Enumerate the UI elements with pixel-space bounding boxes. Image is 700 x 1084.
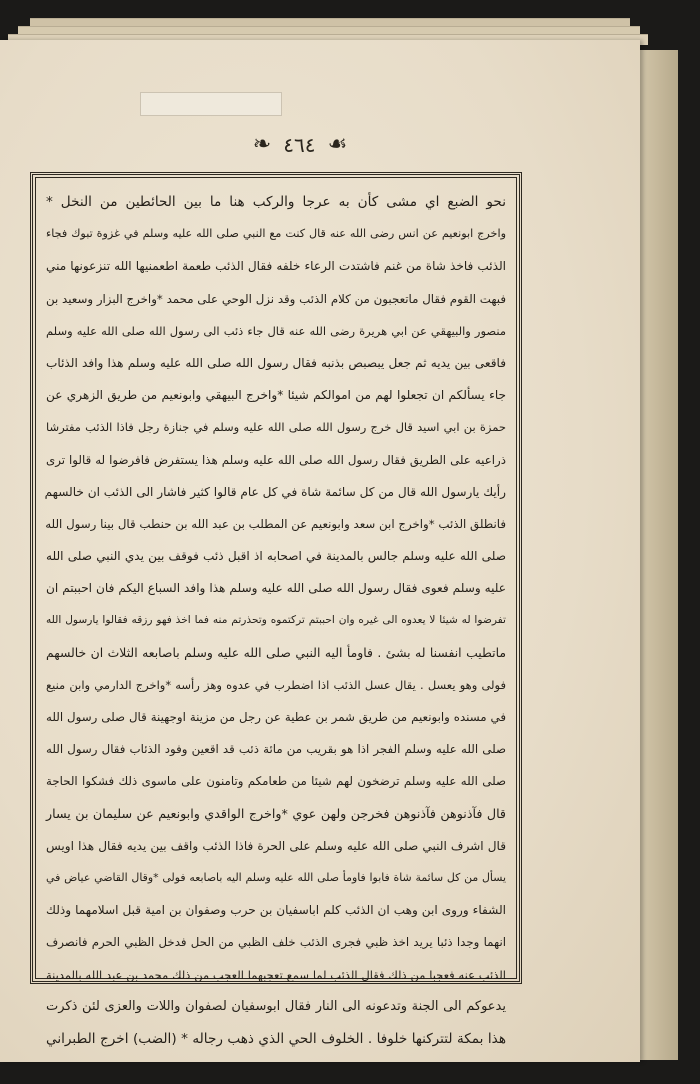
text-line: الذئب عنه فعجبا من ذلك فقال الذئب لما سمع تعجبهما العجب من ذلك محمد بن عبد الله بالمدينة	[46, 967, 506, 982]
ornament-right-icon: ☙	[327, 132, 348, 157]
text-line: رأيك يارسول الله قال من كل سائمة شاة في كل عام قالوا كثير فاشار الى الذئب ان خالسهم	[44, 484, 506, 499]
text-line: صلى الله عليه وسلم جالس بالمدينة في اصحابه اذ اقبل ذئب فوقف بين يدي النبي صلى الله	[46, 549, 506, 564]
text-line: منصور والبيهقي عن ابي هريرة رضى الله عنه قال جاء ذئب الى رسول الله صلى الله عليه وسلم	[46, 323, 506, 338]
text-line: فبهت القوم فقال ماتعجبون من كلام الذئب وقد نزل الوحي على محمد *واخرج البزار وسعيد بن	[46, 291, 506, 306]
text-line: نحو الضبع اي مشى كأن به عرجا والركب هنا ما بين الحائطين من النخل *	[46, 194, 506, 210]
text-line: فانطلق الذئب *واخرج ابن سعد وابونعيم عن المطلب بن عبد الله بن حنطب قال بينا رسول الله	[45, 516, 506, 531]
text-line: فاقعى بين يديه ثم جعل يبصبص بذنبه فقال رسول الله صلى الله عليه وسلم هذا وافد الذئاب	[46, 355, 506, 370]
text-line: قال فآذنوهن فآذنوهن فخرجن ولهن عوي *واخرج الواقدي وابونعيم عن سليمان بن يسار	[46, 805, 506, 821]
text-line: تفرضوا له شيئا لا يعدوه الى غيره وان احببتم تركتموه وتحذرتم منه فما اخذ فهو رزقه فقالوا يارسول الله	[46, 614, 506, 627]
book-page	[0, 40, 640, 1062]
text-line: قال اشرف النبي صلى الله عليه وسلم على الحرة فاذا الذئب واقف بين يديه فقال هذا اويس	[46, 838, 506, 853]
text-line: هذا بمكة لتتركنها خلوفا . الخلوف الحي الذي ذهب رجاله * (الضب) اخرج الطبراني	[46, 1030, 506, 1047]
text-line: في مسنده وابونعيم من طريق شمر بن عطية عن رجل من مزينة اوجهينة قال صلى رسول الله	[46, 710, 506, 724]
text-line: عليه وسلم فعوى فقال رسول الله صلى الله عليه وسلم هذا وافد السباع اليكم فان احببتم ان	[46, 581, 506, 596]
page-number: ٤٦٤	[283, 132, 316, 157]
text-line: الذئب فاخذ شاة من غنم فاشتدت الرعاء خلفه فقال الذئب طعمة اطعمنيها الله تنزعونها مني	[46, 259, 506, 274]
repair-tape	[140, 92, 282, 116]
text-line: يدعوكم الى الجنة وتدعونه الى النار فقال ابوسفيان لصفوان واللات والعزى لئن ذكرت	[46, 998, 506, 1014]
page-header	[0, 132, 600, 172]
text-line: يسأل من كل سائمة شاة فابوا فاومأ صلى الله عليه وسلم اليه باصابعه فولى *وقال القاضي عياض في	[46, 870, 506, 884]
text-line: الشفاء وروى ابن وهب ان الذئب كلم اباسفيان بن حرب وصفوان بن امية قبل اسلامهما وذلك	[46, 903, 506, 918]
body-text	[46, 186, 506, 1055]
text-line: ذراعيه على الطريق فقال رسول الله صلى الله عليه وسلم هذا يستفرض فافرضوا له قالوا ترى	[46, 452, 506, 467]
text-line: صلى الله عليه وسلم الفجر اذا هو بقريب من مائة ذئب قد اقعين وفود الذئاب فقال رسول الله	[46, 742, 506, 757]
ornament-left-icon: ❧	[252, 132, 272, 157]
text-frame	[30, 172, 522, 1047]
text-line: ماتطيب انفسنا له بشئ . فاومأ اليه النبي صلى الله عليه وسلم باصابعه الثلاث ان خالسهم	[46, 644, 506, 660]
text-frame-inner	[35, 177, 517, 1047]
text-line: واخرج ابونعيم عن انس رضى الله عنه قال كنت مع النبي صلى الله عليه وسلم في غزوة تبوك فجاء	[46, 227, 506, 241]
text-line: انهما وجدا ذئبا يريد اخذ ظبي فجرى الذئب خلف الظبي من الحل فدخل الظبي الحرم فانصرف	[46, 935, 506, 950]
text-line: جاء يسألكم ان تجعلوا لهم من اموالكم شيئا *واخرج البيهقي وابونعيم من طريق الزهري عن	[46, 388, 506, 403]
text-line: حمزة بن ابي اسيد قال خرج رسول الله صلى الله عليه وسلم في جنازة رجل فاذا الذئب مفترشا	[46, 420, 506, 435]
text-line: فولى وهو يعسل . يقال عسل الذئب اذا اضطرب في عدوه وهز رأسه *واخرج الدارمي وابن منيع	[46, 677, 506, 692]
text-line: صلى الله عليه وسلم ترضخون لهم شيئا من طعامكم وتامنون على ماسوى ذلك فشكوا الحاجة	[46, 774, 506, 789]
